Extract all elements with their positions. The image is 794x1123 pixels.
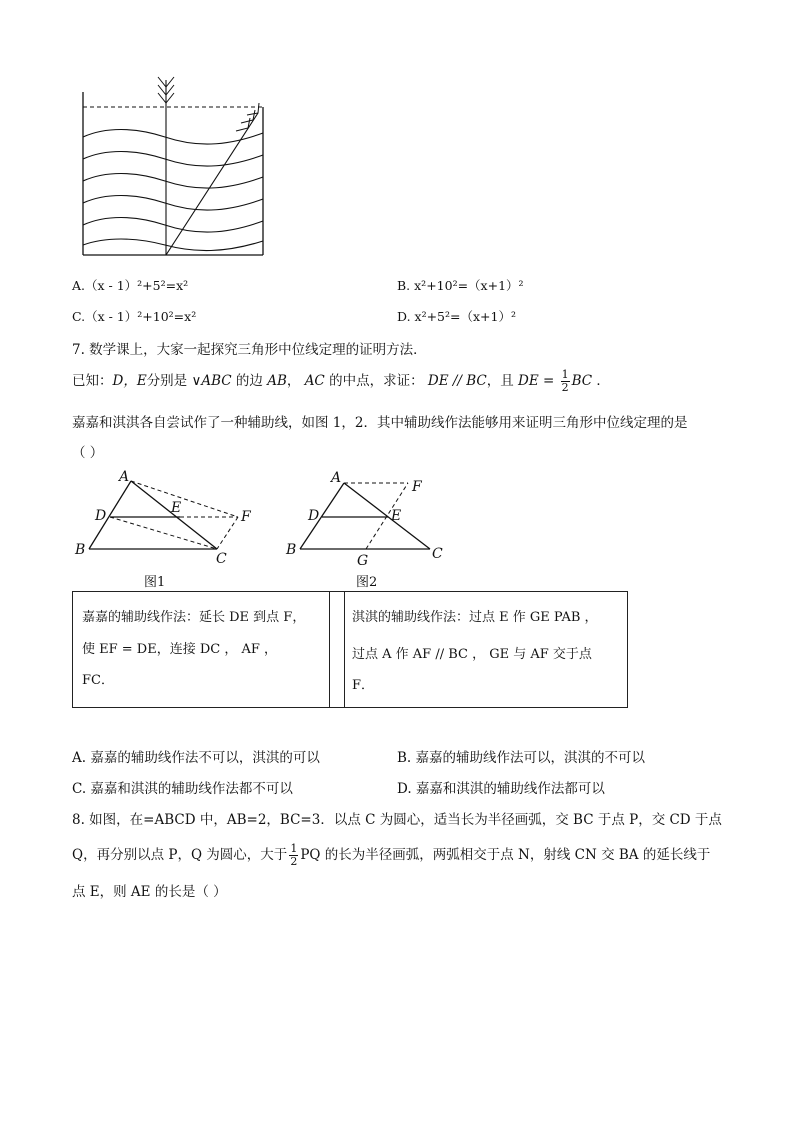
known-ab: AB bbox=[267, 373, 287, 389]
jiajia-line-3: FC． bbox=[82, 673, 114, 688]
q6-option-b[interactable]: B. x²+10²=（x+1）² bbox=[397, 278, 524, 293]
known-de: D，E bbox=[112, 373, 147, 389]
fig2-label-a: A bbox=[331, 470, 342, 486]
q7-stem: 7. 数学课上，大家一起探究三角形中位线定理的证明方法． bbox=[72, 342, 427, 358]
known-tri: ∨ABC bbox=[191, 373, 232, 389]
q7-option-c[interactable]: C. 嘉嘉和淇淇的辅助线作法都不可以 bbox=[72, 781, 293, 797]
q7-option-a[interactable]: A. 嘉嘉的辅助线作法不可以，淇淇的可以 bbox=[72, 750, 320, 766]
figure-1 bbox=[70, 466, 270, 591]
known-end: ． bbox=[596, 373, 610, 389]
fig2-label-f: F bbox=[412, 479, 422, 495]
qiqi-line-2: 过点 A 作 AF // BC ， GE 与 AF 交于点 bbox=[352, 647, 592, 662]
fig1-label-e: E bbox=[171, 500, 182, 516]
known-mid3: 的中点，求证： bbox=[329, 373, 424, 389]
known-mid4: ，且 bbox=[486, 373, 514, 389]
fig2-label-c: C bbox=[432, 546, 443, 562]
q7-option-b[interactable]: B. 嘉嘉的辅助线作法可以，淇淇的不可以 bbox=[397, 750, 646, 766]
fig2-label-b: B bbox=[286, 542, 297, 558]
fig1-label-c: C bbox=[216, 551, 227, 567]
q8-frac-num: 1 bbox=[290, 842, 298, 855]
fig2-label-d: D bbox=[308, 508, 320, 524]
fig2-caption: 图2 bbox=[356, 575, 378, 590]
known-prefix: 已知： bbox=[72, 373, 113, 389]
jiajia-line-2: 使 EF = DE，连接 DC ， AF ， bbox=[82, 642, 278, 657]
fig2-label-g: G bbox=[357, 553, 369, 569]
q6-option-d[interactable]: D. x²+5²=（x+1）² bbox=[397, 309, 516, 324]
q8-line-2b: PQ 的长为半径画弧，两弧相交于点 N，射线 CN 交 BA 的延长线于 bbox=[300, 847, 711, 863]
frac-den: 2 bbox=[561, 381, 569, 394]
q7-paren: （ ） bbox=[72, 445, 104, 461]
fig1-label-f: F bbox=[241, 509, 251, 525]
frac-num: 1 bbox=[561, 368, 569, 381]
known-mid1: 分别是 bbox=[146, 373, 188, 389]
qiqi-line-3: F． bbox=[352, 678, 375, 693]
qiqi-line-1: 淇淇的辅助线作法：过点 E 作 GE PAB ， bbox=[352, 610, 598, 625]
q7-stem2: 嘉嘉和淇淇各自尝试作了一种辅助线，如图 1，2．其中辅助线作法能够用来证明三角形中位线定理的是 bbox=[72, 415, 688, 431]
known-fraction bbox=[561, 369, 570, 394]
known-comma: ， bbox=[286, 373, 301, 389]
q6-option-c[interactable]: C.（x - 1）²+10²=x² bbox=[72, 309, 197, 324]
fig2-label-e: E bbox=[391, 508, 402, 524]
fig1-label-d: D bbox=[95, 508, 107, 524]
q8-frac-den: 2 bbox=[290, 855, 298, 868]
q7-option-d[interactable]: D. 嘉嘉和淇淇的辅助线作法都可以 bbox=[397, 781, 605, 797]
jiajia-line-1: 嘉嘉的辅助线作法：延长 DE 到点 F， bbox=[82, 610, 306, 625]
q8-line-3: 点 E，则 AE 的长是（ ） bbox=[72, 884, 227, 900]
fig1-label-b: B bbox=[75, 542, 86, 558]
q7-known bbox=[72, 368, 610, 394]
table-divider-2 bbox=[344, 591, 345, 707]
fig1-caption: 图1 bbox=[144, 575, 166, 590]
known-ac: AC bbox=[304, 373, 325, 389]
q8-line-2a: Q，再分别以点 P，Q 为圆心，大于 bbox=[72, 847, 288, 863]
fig1-label-a: A bbox=[119, 469, 130, 485]
reed-pond-figure bbox=[75, 75, 275, 260]
q8-fraction bbox=[289, 843, 298, 868]
known-mid2: 的边 bbox=[235, 373, 263, 389]
q6-option-a[interactable]: A.（x - 1）²+5²=x² bbox=[72, 278, 189, 293]
known-eq2: DE = bbox=[518, 373, 555, 389]
q8-line-2 bbox=[72, 841, 710, 869]
q8-line-1: 8. 如图，在=ABCD 中，AB=2，BC=3．以点 C 为圆心，适当长为半径画弧，交 BC 于点 P，交 CD 于点 bbox=[72, 812, 722, 828]
table-divider-1 bbox=[329, 591, 330, 707]
known-eq1: DE // BC bbox=[427, 373, 487, 389]
known-bc: BC bbox=[571, 373, 593, 389]
